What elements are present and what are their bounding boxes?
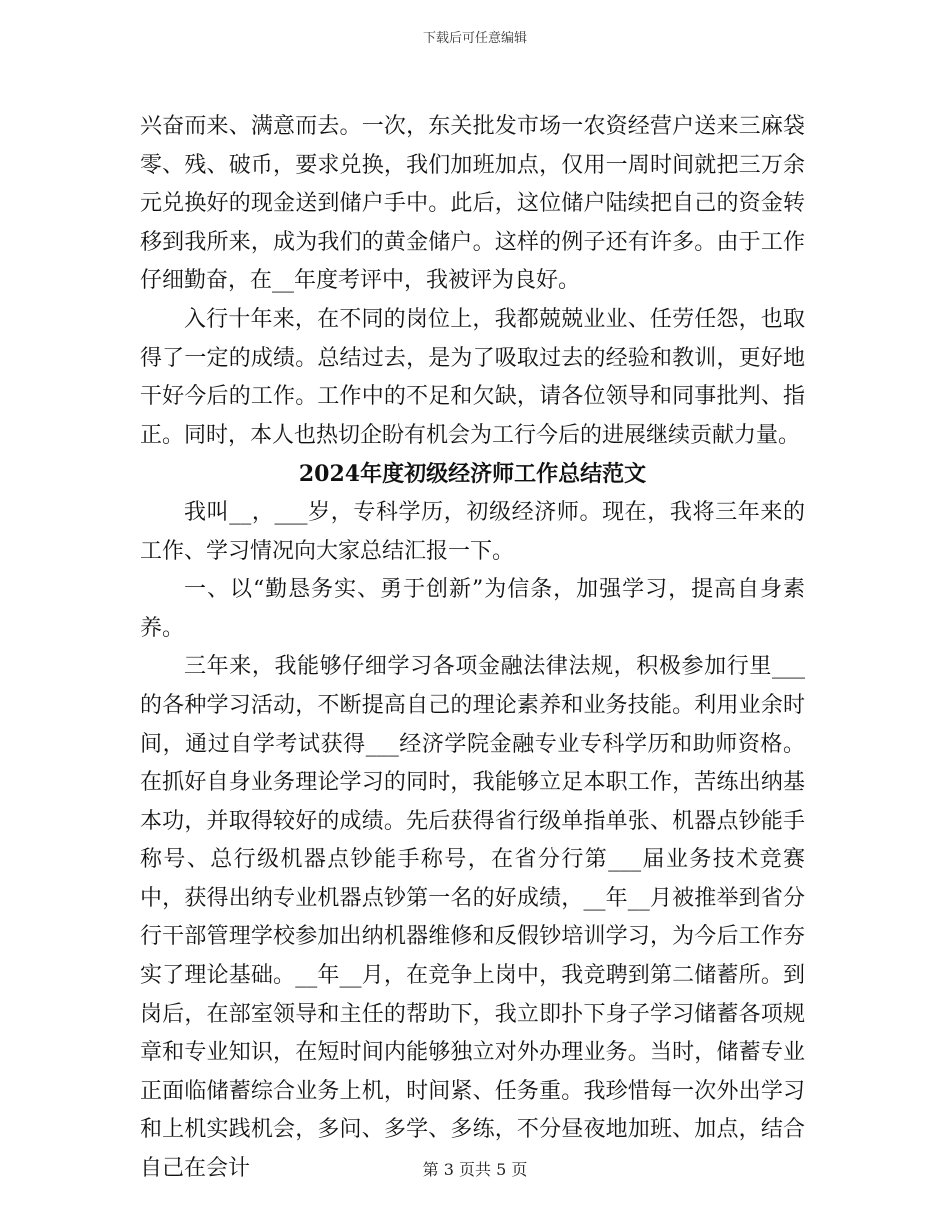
page-header: 下载后可任意编辑	[422, 31, 527, 46]
paragraph-4: 一、以“勤恳务实、勇于创新”为信条，加强学习，提高自身素养。	[140, 577, 805, 641]
paragraph-5: 三年来，我能够仔细学习各项金融法律法规，积极参加行里___的各种学习活动，不断提高自己的理论素养和业务技能。利用业余时间，通过自学考试获得___经济学院金融专业专科学历和助师资格。在抓好自身业务理论学习的同时，我能够立足本职工作，苦练出纳基本功，并取得较好的成绩。先后获得省行级单指单张、机器点钞能手称号、总行级机器点钞能手称号，在省分行第___届业务技术竞赛中，获得出纳专业机器点钞第一名的好成绩，__年__月被推举到省分行干部管理学校参加出纳机器维修和反假钞培训学习，为今后工作夯实了理论基础。__年__月，在竞争上岗中，我竞聘到第二储蓄所。到岗后，在部室领导和主任的帮助下，我立即扑下身子学习储蓄各项规章和专业知识，在短时间内能够独立对外办理业务。当时，储蓄专业正面临储蓄综合业务上机，时间紧、任务重。我珍惜每一次外出学习和上机实践机会，多问、多学、多练，不分昼夜地加班、加点，结合自己在会计	[140, 654, 805, 1182]
section-title: 2024年度初级经济师工作总结范文	[298, 461, 647, 488]
paragraph-2: 入行十年来，在不同的岗位上，我都兢兢业业、任劳任怨，也取得了一定的成绩。总结过去，是为了吸取过去的经验和教训，更好地干好今后的工作。工作中的不足和欠缺，请各位领导和同事批判、指正。同时，本人也热切企盼有机会为工行今后的进展继续贡献力量。	[140, 306, 805, 448]
paragraph-3: 我叫__，___岁，专科学历，初级经济师。现在，我将三年来的工作、学习情况向大家总结汇报一下。	[140, 499, 805, 564]
paragraph-1: 兴奋而来、满意而去。一次，东关批发市场一农资经营户送来三麻袋零、残、破币，要求兑换，我们加班加点，仅用一周时间就把三万余元兑换好的现金送到储户手中。此后，这位储户陆续把自己的资金转移到我所来，成为我们的黄金储户。这样的例子还有许多。由于工作仔细勤奋，在__年度考评中，我被评为良好。	[140, 114, 805, 294]
page-footer: 第 3 页共 5 页	[422, 1160, 528, 1179]
document-body	[140, 108, 805, 1189]
